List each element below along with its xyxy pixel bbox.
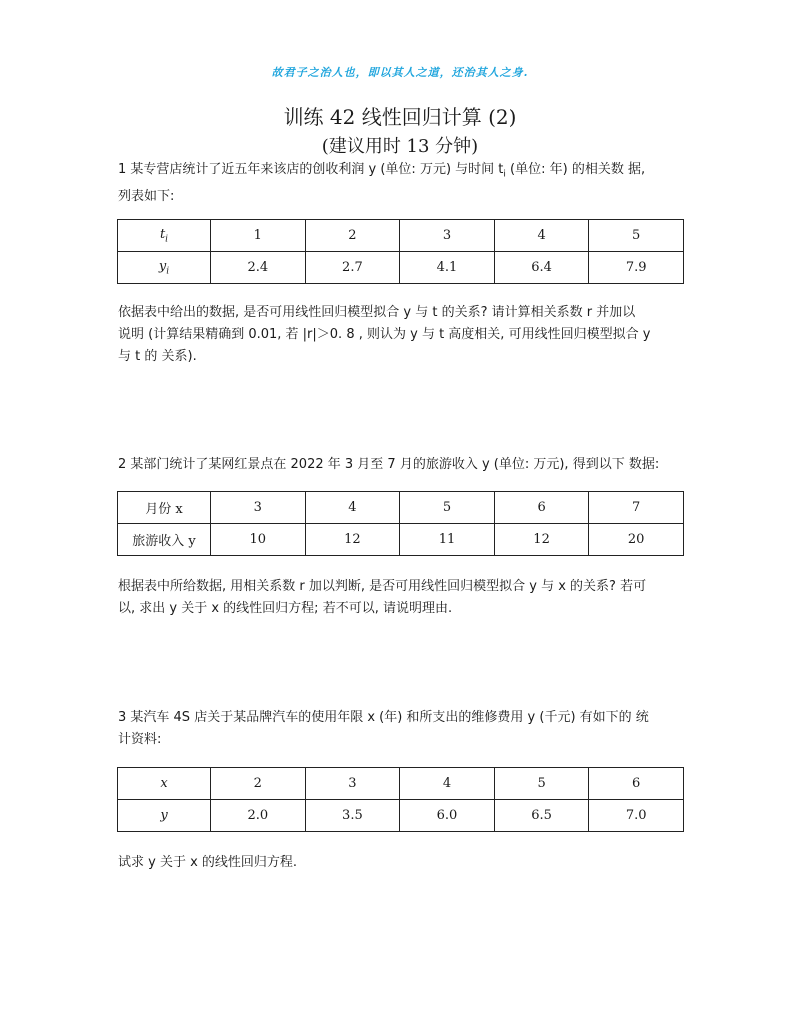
table-row xyxy=(118,252,684,284)
table-header-cell: 旅游收入 y xyxy=(118,524,211,556)
q2-intro: 2 某部门统计了某网红景点在 2022 年 3 月至 7 月的旅游收入 y (单位: 万元), 得到以下 数据: xyxy=(118,457,660,472)
table-cell: 5 xyxy=(494,768,589,800)
q1-question-line3: 与 t 的 关系). xyxy=(118,349,197,364)
table-cell: 5 xyxy=(589,220,684,252)
q1-table xyxy=(117,219,684,284)
table-cell: 3 xyxy=(400,220,495,252)
q2-question-line1: 根据表中所给数据, 用相关系数 r 加以判断, 是否可用线性回归模型拟合 y 与 x 的关系? 若可 xyxy=(118,579,647,594)
q3-intro-line1: 3 某汽车 4S 店关于某品牌汽车的使用年限 x (年) 和所支出的维修费用 y (千元) 有如下的 统 xyxy=(118,710,649,725)
table-cell: 4 xyxy=(400,768,495,800)
table-cell: 20 xyxy=(589,524,684,556)
table-cell: 12 xyxy=(494,524,589,556)
q1-intro-subscript: i xyxy=(503,169,506,180)
table-cell: 11 xyxy=(400,524,495,556)
table-row xyxy=(118,768,684,800)
table-row xyxy=(118,800,684,832)
table-header-cell: x xyxy=(118,768,211,800)
q3-intro-line2: 计资料: xyxy=(118,732,162,747)
table-row xyxy=(118,492,684,524)
table-cell: 12 xyxy=(305,524,400,556)
table-header-cell: $t_i$ xyxy=(118,220,211,252)
q1-intro-line1: 1 某专营店统计了近五年来该店的创收利润 y (单位: 万元) 与时间 t xyxy=(118,162,504,177)
table-cell: 7 xyxy=(589,492,684,524)
table-cell: 2.7 xyxy=(305,252,400,284)
q1-question-line2: 说明 (计算结果精确到 0.01, 若 |r|＞0. 8 , 则认为 y 与 t 高度相关, 可用线性回归模型拟合 y xyxy=(118,327,651,342)
table-cell: 6.5 xyxy=(494,800,589,832)
table-cell: 2.0 xyxy=(211,800,306,832)
table-cell: 2.4 xyxy=(211,252,306,284)
table-header-cell: 月份 x xyxy=(118,492,211,524)
table-cell: 6 xyxy=(589,768,684,800)
q1-question xyxy=(118,302,686,368)
table-cell: 2 xyxy=(211,768,306,800)
table-cell: 4 xyxy=(305,492,400,524)
table-cell: 2 xyxy=(305,220,400,252)
q3-question: 试求 y 关于 x 的线性回归方程. xyxy=(118,855,298,870)
table-cell: 10 xyxy=(211,524,306,556)
table-cell: 3 xyxy=(211,492,306,524)
table-cell: 3.5 xyxy=(305,800,400,832)
table-header-cell: $y_i$ xyxy=(118,252,211,284)
table-cell: 1 xyxy=(211,220,306,252)
table-cell: 6.4 xyxy=(494,252,589,284)
table-cell: 7.0 xyxy=(589,800,684,832)
table-cell: 4.1 xyxy=(400,252,495,284)
header-motto: 故君子之治人也，即以其人之道，还治其人之身. xyxy=(271,66,529,79)
table-cell: 5 xyxy=(400,492,495,524)
page-title: 训练 42 线性回归计算 (2) xyxy=(283,105,517,129)
page-subtitle: (建议用时 13 分钟) xyxy=(321,136,479,157)
q1-question-line1: 依据表中给出的数据, 是否可用线性回归模型拟合 y 与 t 的关系? 请计算相关系数 r 并加以 xyxy=(118,305,636,320)
q3-table xyxy=(117,767,684,832)
table-row xyxy=(118,524,684,556)
table-cell: 6 xyxy=(494,492,589,524)
table-header-cell: y xyxy=(118,800,211,832)
table-cell: 7.9 xyxy=(589,252,684,284)
q3-intro xyxy=(118,707,686,751)
table-cell: 6.0 xyxy=(400,800,495,832)
q2-table xyxy=(117,491,684,556)
q2-question xyxy=(118,576,686,620)
q1-intro-line1b: (单位: 年) 的相关数 据, xyxy=(505,162,646,177)
q1-intro xyxy=(118,159,686,208)
q1-intro-line2: 列表如下: xyxy=(118,188,175,204)
table-cell: 3 xyxy=(305,768,400,800)
table-row xyxy=(118,220,684,252)
table-cell: 4 xyxy=(494,220,589,252)
q2-question-line2: 以, 求出 y 关于 x 的线性回归方程; 若不可以, 请说明理由. xyxy=(118,601,453,616)
